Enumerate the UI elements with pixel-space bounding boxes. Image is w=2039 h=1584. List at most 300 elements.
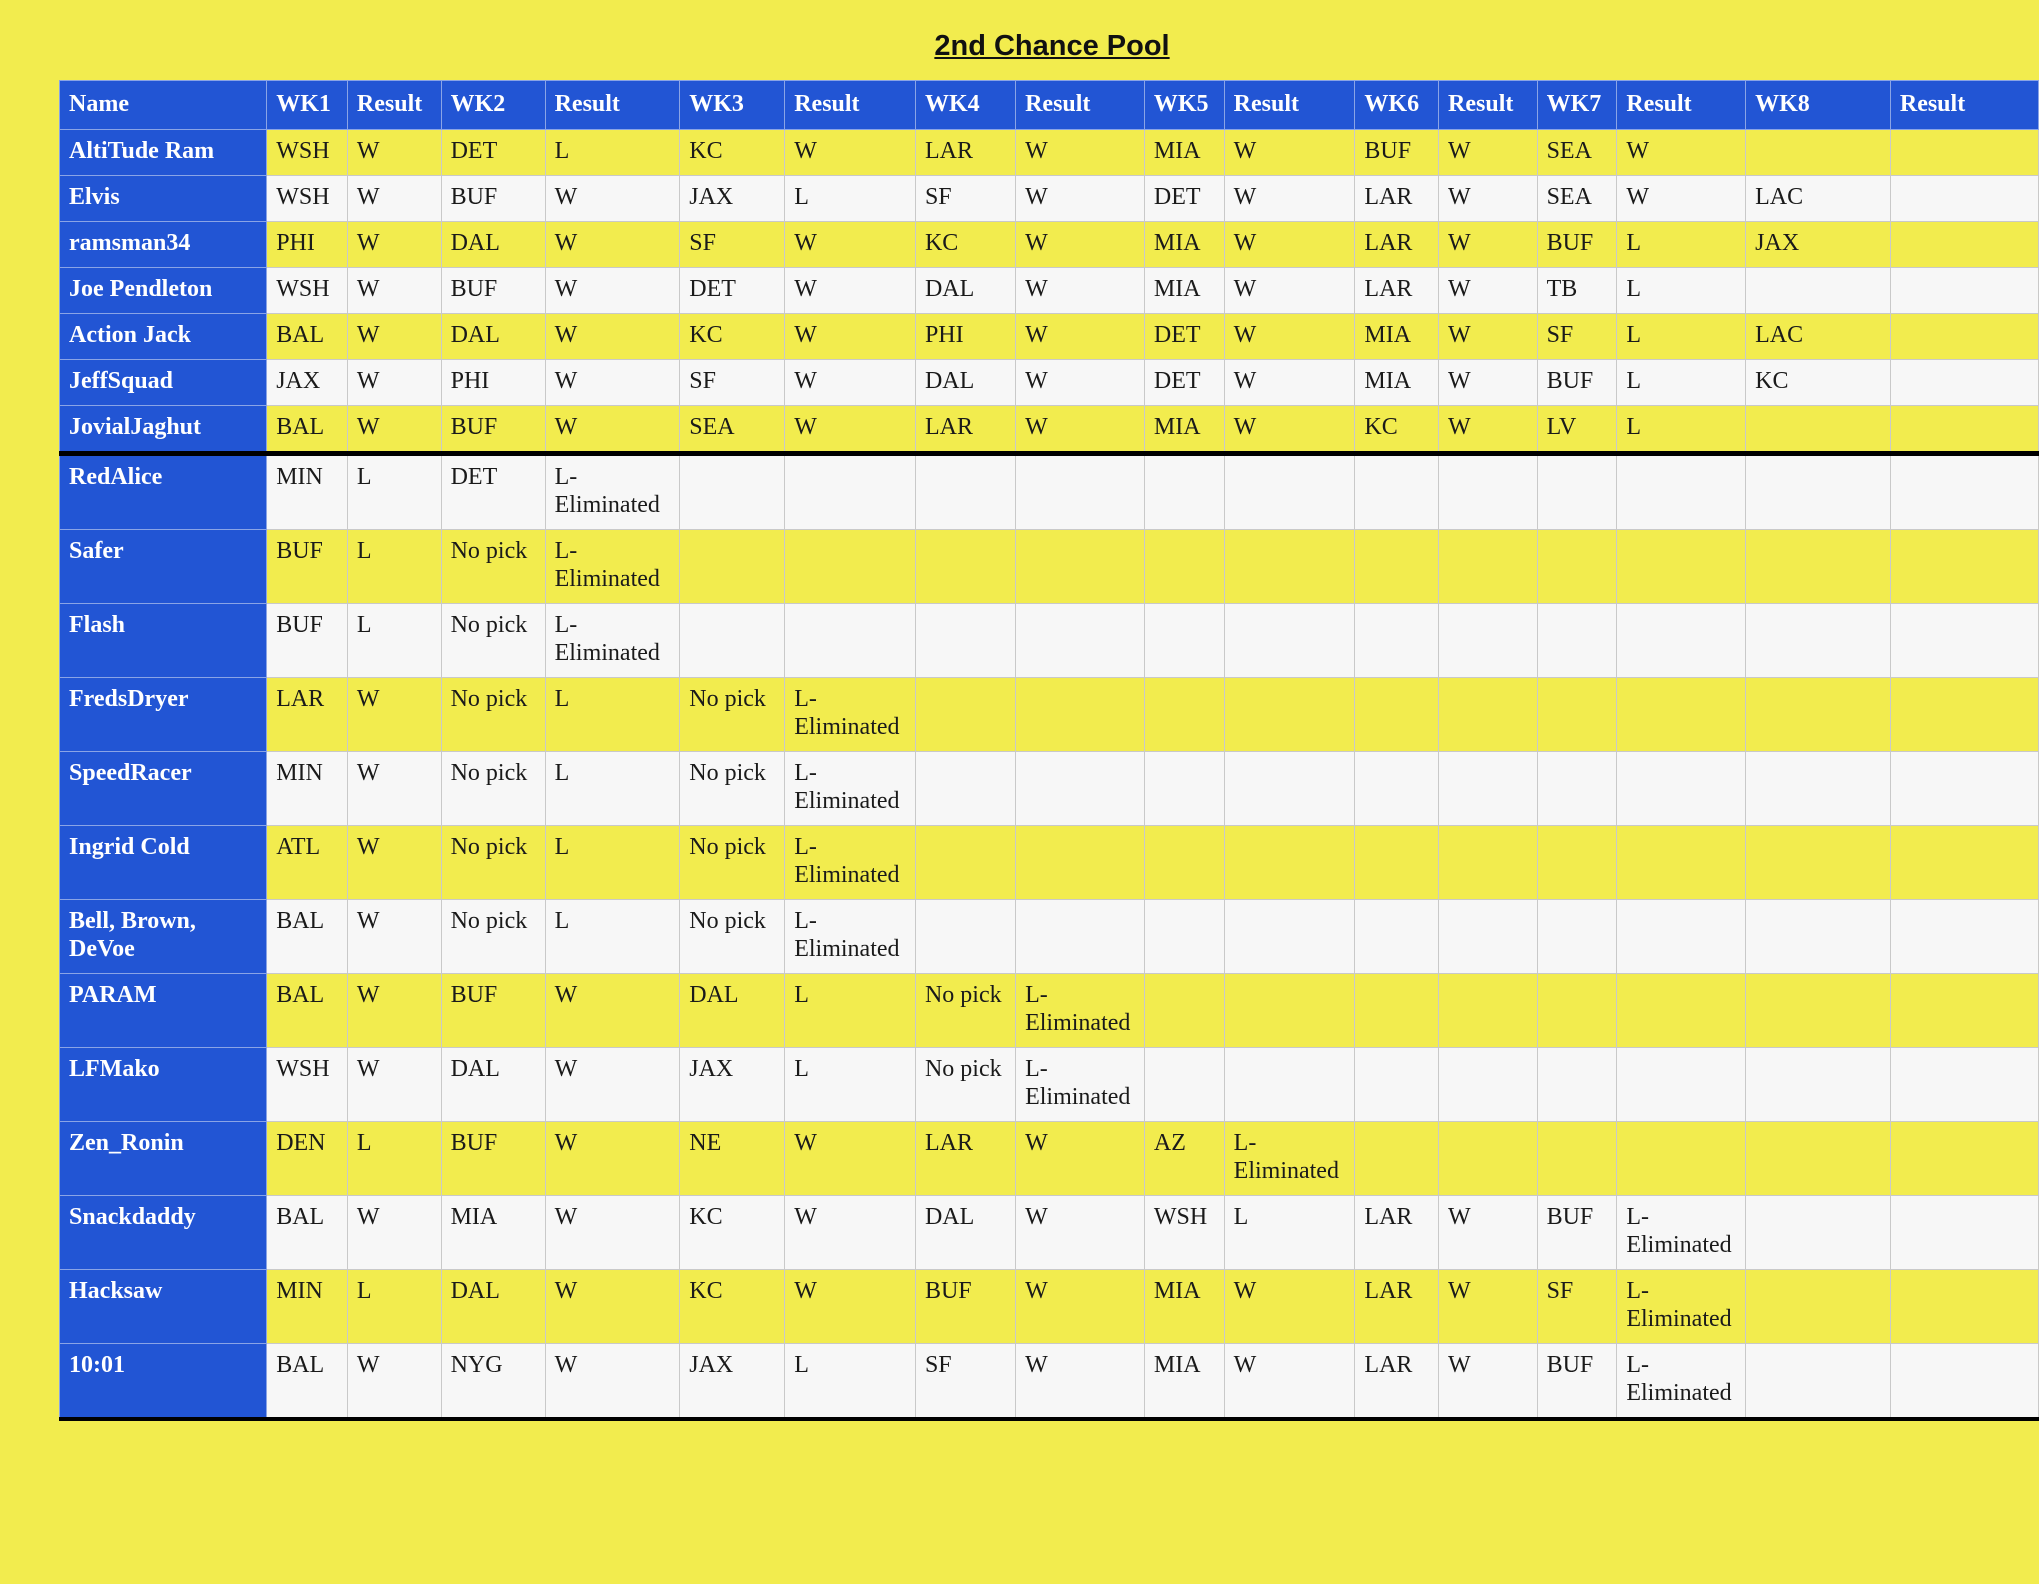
result-cell: W: [1439, 1270, 1538, 1344]
player-name: SpeedRacer: [60, 752, 267, 826]
result-cell: L-Eliminated: [1016, 1048, 1145, 1122]
result-cell: [1890, 678, 2038, 752]
pick-cell: DET: [1144, 360, 1224, 406]
pick-cell: MIA: [1144, 130, 1224, 176]
player-name: ramsman34: [60, 222, 267, 268]
result-cell: [1224, 826, 1355, 900]
pick-cell: DEN: [267, 1122, 348, 1196]
pick-cell: [1746, 1270, 1891, 1344]
result-cell: W: [1016, 1270, 1145, 1344]
pick-cell: [1355, 604, 1439, 678]
result-cell: [1016, 530, 1145, 604]
result-cell: W: [785, 1196, 916, 1270]
result-cell: [1617, 454, 1746, 530]
result-cell: L: [347, 530, 441, 604]
result-cell: W: [785, 406, 916, 454]
pick-cell: DAL: [915, 360, 1015, 406]
result-cell: W: [545, 974, 680, 1048]
result-cell: [1890, 268, 2038, 314]
pick-cell: [1144, 678, 1224, 752]
pick-cell: TB: [1537, 268, 1617, 314]
player-name: RedAlice: [60, 454, 267, 530]
result-cell: W: [1224, 1344, 1355, 1420]
result-cell: W: [545, 1196, 680, 1270]
table-row: [60, 752, 2039, 826]
pick-cell: WSH: [267, 176, 348, 222]
result-cell: W: [347, 176, 441, 222]
pick-cell: [1746, 530, 1891, 604]
result-cell: W: [1224, 268, 1355, 314]
pick-cell: SF: [680, 360, 785, 406]
result-cell: W: [1224, 1270, 1355, 1344]
pick-cell: PHI: [267, 222, 348, 268]
result-cell: W: [347, 268, 441, 314]
pick-cell: [915, 604, 1015, 678]
pick-cell: LAR: [1355, 1344, 1439, 1420]
result-cell: W: [545, 360, 680, 406]
result-cell: [785, 530, 916, 604]
result-cell: W: [785, 1270, 916, 1344]
result-cell: W: [1016, 176, 1145, 222]
result-cell: [1224, 678, 1355, 752]
pick-cell: WSH: [267, 130, 348, 176]
pick-cell: BUF: [441, 176, 545, 222]
pick-cell: DET: [441, 454, 545, 530]
pick-cell: [680, 530, 785, 604]
result-cell: [1224, 454, 1355, 530]
result-cell: [1617, 900, 1746, 974]
pick-cell: [1746, 1344, 1891, 1420]
table-row: [60, 604, 2039, 678]
result-cell: [1890, 130, 2038, 176]
result-cell: W: [545, 1122, 680, 1196]
pick-cell: BUF: [1537, 360, 1617, 406]
column-header: WK5: [1144, 81, 1224, 130]
result-cell: W: [347, 1196, 441, 1270]
pick-cell: [1144, 826, 1224, 900]
pick-cell: BUF: [267, 530, 348, 604]
pick-cell: [1355, 1122, 1439, 1196]
result-cell: W: [785, 130, 916, 176]
result-cell: W: [545, 1048, 680, 1122]
result-cell: W: [785, 1122, 916, 1196]
result-cell: W: [347, 826, 441, 900]
pick-cell: [1746, 604, 1891, 678]
pick-cell: No pick: [680, 752, 785, 826]
pick-cell: DAL: [915, 1196, 1015, 1270]
pick-cell: MIA: [1355, 314, 1439, 360]
result-cell: L: [1224, 1196, 1355, 1270]
result-cell: [1016, 752, 1145, 826]
result-cell: W: [1439, 1196, 1538, 1270]
column-header: Result: [1890, 81, 2038, 130]
pick-cell: [680, 454, 785, 530]
pick-cell: [1746, 974, 1891, 1048]
result-cell: [1439, 974, 1538, 1048]
pick-cell: PHI: [915, 314, 1015, 360]
pick-cell: [1537, 530, 1617, 604]
pick-cell: No pick: [680, 678, 785, 752]
pick-cell: [1144, 530, 1224, 604]
pick-cell: BUF: [915, 1270, 1015, 1344]
pick-cell: BUF: [441, 268, 545, 314]
result-cell: L: [545, 826, 680, 900]
result-cell: W: [347, 406, 441, 454]
pick-cell: BAL: [267, 974, 348, 1048]
pick-cell: DAL: [441, 222, 545, 268]
player-name: Hacksaw: [60, 1270, 267, 1344]
pick-cell: LAR: [915, 406, 1015, 454]
pick-cell: BUF: [441, 974, 545, 1048]
result-cell: [1617, 604, 1746, 678]
column-header: WK4: [915, 81, 1015, 130]
result-cell: W: [1439, 222, 1538, 268]
result-cell: [1439, 604, 1538, 678]
pick-cell: DAL: [441, 1048, 545, 1122]
player-name: JovialJaghut: [60, 406, 267, 454]
result-cell: [1890, 530, 2038, 604]
result-cell: [1890, 752, 2038, 826]
pool-table: [59, 80, 2039, 1421]
pick-cell: BUF: [1537, 1196, 1617, 1270]
pick-cell: LAR: [1355, 222, 1439, 268]
result-cell: W: [1224, 176, 1355, 222]
result-cell: [785, 454, 916, 530]
pick-cell: NYG: [441, 1344, 545, 1420]
table-row: [60, 314, 2039, 360]
result-cell: W: [545, 268, 680, 314]
pick-cell: LAR: [1355, 1196, 1439, 1270]
column-header: Result: [785, 81, 916, 130]
pick-cell: [915, 752, 1015, 826]
pick-cell: [1746, 1196, 1891, 1270]
pick-cell: [915, 530, 1015, 604]
pick-cell: MIA: [1144, 1344, 1224, 1420]
result-cell: W: [1016, 130, 1145, 176]
table-row: [60, 130, 2039, 176]
pick-cell: NE: [680, 1122, 785, 1196]
result-cell: W: [1224, 222, 1355, 268]
player-name: Joe Pendleton: [60, 268, 267, 314]
pick-cell: [1144, 604, 1224, 678]
result-cell: W: [347, 678, 441, 752]
pick-cell: MIN: [267, 454, 348, 530]
result-cell: [1890, 406, 2038, 454]
pick-cell: [1746, 268, 1891, 314]
pick-cell: SF: [1537, 1270, 1617, 1344]
result-cell: W: [347, 1344, 441, 1420]
result-cell: [1890, 222, 2038, 268]
player-name: JeffSquad: [60, 360, 267, 406]
pick-cell: [1746, 406, 1891, 454]
result-cell: W: [1439, 268, 1538, 314]
result-cell: W: [545, 314, 680, 360]
player-name: Snackdaddy: [60, 1196, 267, 1270]
result-cell: [1016, 900, 1145, 974]
result-cell: [1224, 604, 1355, 678]
result-cell: L-Eliminated: [785, 826, 916, 900]
pick-cell: [915, 900, 1015, 974]
result-cell: W: [1016, 1196, 1145, 1270]
result-cell: [1617, 1048, 1746, 1122]
table-row: [60, 900, 2039, 974]
pick-cell: No pick: [441, 678, 545, 752]
pick-cell: KC: [915, 222, 1015, 268]
result-cell: [1439, 454, 1538, 530]
pick-cell: JAX: [267, 360, 348, 406]
player-name: Ingrid Cold: [60, 826, 267, 900]
result-cell: L-Eliminated: [1617, 1196, 1746, 1270]
result-cell: [1016, 604, 1145, 678]
result-cell: L-Eliminated: [785, 900, 916, 974]
result-cell: [1224, 900, 1355, 974]
pick-cell: [1355, 752, 1439, 826]
pick-cell: MIN: [267, 1270, 348, 1344]
pick-cell: MIA: [1144, 268, 1224, 314]
pick-cell: [915, 678, 1015, 752]
pick-cell: MIN: [267, 752, 348, 826]
result-cell: [1224, 752, 1355, 826]
pick-cell: SF: [915, 176, 1015, 222]
result-cell: W: [1439, 360, 1538, 406]
pick-cell: BAL: [267, 900, 348, 974]
result-cell: W: [1439, 176, 1538, 222]
column-header: WK8: [1746, 81, 1891, 130]
result-cell: L-Eliminated: [1224, 1122, 1355, 1196]
result-cell: [1617, 530, 1746, 604]
result-cell: W: [1016, 1122, 1145, 1196]
pick-cell: BUF: [441, 1122, 545, 1196]
pick-cell: No pick: [441, 826, 545, 900]
result-cell: L: [1617, 222, 1746, 268]
pick-cell: DET: [1144, 176, 1224, 222]
pick-cell: [1746, 678, 1891, 752]
result-cell: [1617, 974, 1746, 1048]
pick-cell: KC: [680, 314, 785, 360]
result-cell: W: [1016, 406, 1145, 454]
table-row: [60, 1122, 2039, 1196]
pick-cell: KC: [680, 1270, 785, 1344]
result-cell: [1016, 454, 1145, 530]
pick-cell: [1537, 752, 1617, 826]
result-cell: L-Eliminated: [545, 604, 680, 678]
result-cell: W: [545, 176, 680, 222]
result-cell: W: [1016, 268, 1145, 314]
result-cell: L: [1617, 406, 1746, 454]
result-cell: W: [347, 1048, 441, 1122]
pick-cell: WSH: [1144, 1196, 1224, 1270]
result-cell: W: [1439, 130, 1538, 176]
player-name: FredsDryer: [60, 678, 267, 752]
result-cell: L-Eliminated: [1617, 1270, 1746, 1344]
result-cell: W: [347, 360, 441, 406]
page-title: 2nd Chance Pool: [934, 30, 1170, 62]
result-cell: L-Eliminated: [785, 752, 916, 826]
pick-cell: DAL: [441, 314, 545, 360]
pick-cell: JAX: [1746, 222, 1891, 268]
player-name: Elvis: [60, 176, 267, 222]
result-cell: [1890, 360, 2038, 406]
table-row: [60, 1344, 2039, 1420]
pick-cell: LV: [1537, 406, 1617, 454]
player-name: Zen_Ronin: [60, 1122, 267, 1196]
result-cell: L-Eliminated: [785, 678, 916, 752]
result-cell: W: [1016, 314, 1145, 360]
result-cell: W: [785, 314, 916, 360]
pick-cell: [1355, 826, 1439, 900]
result-cell: L: [785, 1048, 916, 1122]
result-cell: [1224, 530, 1355, 604]
pick-cell: [1355, 530, 1439, 604]
pick-cell: No pick: [441, 604, 545, 678]
result-cell: W: [347, 314, 441, 360]
column-header: Result: [1439, 81, 1538, 130]
result-cell: L: [545, 130, 680, 176]
pick-cell: JAX: [680, 176, 785, 222]
result-cell: W: [1439, 406, 1538, 454]
pick-cell: [680, 604, 785, 678]
player-name: PARAM: [60, 974, 267, 1048]
pick-cell: LAR: [1355, 1270, 1439, 1344]
result-cell: [1016, 826, 1145, 900]
pick-cell: ATL: [267, 826, 348, 900]
pick-cell: SEA: [1537, 176, 1617, 222]
result-cell: W: [545, 1270, 680, 1344]
pick-cell: MIA: [1144, 1270, 1224, 1344]
result-cell: L: [545, 900, 680, 974]
result-cell: L: [785, 1344, 916, 1420]
result-cell: L-Eliminated: [545, 454, 680, 530]
pick-cell: No pick: [915, 1048, 1015, 1122]
pick-cell: [1144, 454, 1224, 530]
pick-cell: BAL: [267, 1344, 348, 1420]
pick-cell: [1355, 974, 1439, 1048]
pick-cell: No pick: [441, 900, 545, 974]
result-cell: [1617, 752, 1746, 826]
table-row: [60, 406, 2039, 454]
pick-cell: BUF: [1355, 130, 1439, 176]
result-cell: L: [545, 752, 680, 826]
result-cell: W: [347, 900, 441, 974]
column-header: Result: [545, 81, 680, 130]
pick-cell: JAX: [680, 1048, 785, 1122]
result-cell: [1016, 678, 1145, 752]
table-row: [60, 1196, 2039, 1270]
result-cell: W: [1617, 130, 1746, 176]
pick-cell: [1746, 1122, 1891, 1196]
table-row: [60, 530, 2039, 604]
pick-cell: KC: [1355, 406, 1439, 454]
result-cell: [1439, 752, 1538, 826]
pick-cell: [1355, 1048, 1439, 1122]
player-name: 10:01: [60, 1344, 267, 1420]
result-cell: W: [545, 406, 680, 454]
result-cell: W: [1224, 406, 1355, 454]
pick-cell: PHI: [441, 360, 545, 406]
result-cell: [1890, 1196, 2038, 1270]
result-cell: W: [347, 130, 441, 176]
pick-cell: [1746, 900, 1891, 974]
result-cell: W: [1224, 360, 1355, 406]
pick-cell: BAL: [267, 1196, 348, 1270]
pick-cell: No pick: [680, 826, 785, 900]
pick-cell: [1144, 1048, 1224, 1122]
player-name: LFMako: [60, 1048, 267, 1122]
pick-cell: KC: [680, 1196, 785, 1270]
result-cell: [1890, 1270, 2038, 1344]
pick-cell: [1746, 130, 1891, 176]
result-cell: [1439, 1122, 1538, 1196]
result-cell: L: [347, 454, 441, 530]
column-header: WK6: [1355, 81, 1439, 130]
table-row: [60, 454, 2039, 530]
result-cell: W: [1016, 222, 1145, 268]
table-row: [60, 222, 2039, 268]
result-cell: [1890, 454, 2038, 530]
column-header: WK2: [441, 81, 545, 130]
result-cell: [1890, 900, 2038, 974]
column-header: Result: [1224, 81, 1355, 130]
pick-cell: MIA: [1144, 406, 1224, 454]
pick-cell: DAL: [441, 1270, 545, 1344]
pick-cell: [1537, 678, 1617, 752]
pick-cell: DET: [1144, 314, 1224, 360]
pick-cell: SF: [1537, 314, 1617, 360]
result-cell: W: [347, 222, 441, 268]
table-row: [60, 678, 2039, 752]
player-name: AltiTude Ram: [60, 130, 267, 176]
pick-cell: LAC: [1746, 176, 1891, 222]
result-cell: [1890, 1122, 2038, 1196]
pick-cell: [1144, 974, 1224, 1048]
result-cell: L: [1617, 360, 1746, 406]
pick-cell: [1355, 678, 1439, 752]
column-header-name: Name: [60, 81, 267, 130]
table-row: [60, 360, 2039, 406]
pick-cell: [1537, 454, 1617, 530]
result-cell: [1439, 530, 1538, 604]
pick-cell: SEA: [1537, 130, 1617, 176]
result-cell: L: [347, 604, 441, 678]
result-cell: L: [1617, 268, 1746, 314]
header-row: [60, 81, 2039, 130]
result-cell: L: [545, 678, 680, 752]
pick-cell: [1537, 1048, 1617, 1122]
column-header: WK1: [267, 81, 348, 130]
pick-cell: [1746, 1048, 1891, 1122]
pick-cell: No pick: [680, 900, 785, 974]
pick-cell: JAX: [680, 1344, 785, 1420]
table-row: [60, 1048, 2039, 1122]
pick-cell: LAR: [1355, 268, 1439, 314]
pick-cell: [1537, 1122, 1617, 1196]
result-cell: W: [1439, 314, 1538, 360]
result-cell: W: [1016, 1344, 1145, 1420]
result-cell: [1439, 826, 1538, 900]
pick-cell: LAR: [1355, 176, 1439, 222]
result-cell: W: [1224, 130, 1355, 176]
pick-cell: DAL: [915, 268, 1015, 314]
table-row: [60, 826, 2039, 900]
result-cell: W: [1016, 360, 1145, 406]
table-row: [60, 176, 2039, 222]
result-cell: [1617, 678, 1746, 752]
result-cell: [1890, 826, 2038, 900]
table-body: [60, 130, 2039, 1420]
pick-cell: BUF: [1537, 1344, 1617, 1420]
pick-cell: LAR: [915, 1122, 1015, 1196]
result-cell: W: [1439, 1344, 1538, 1420]
